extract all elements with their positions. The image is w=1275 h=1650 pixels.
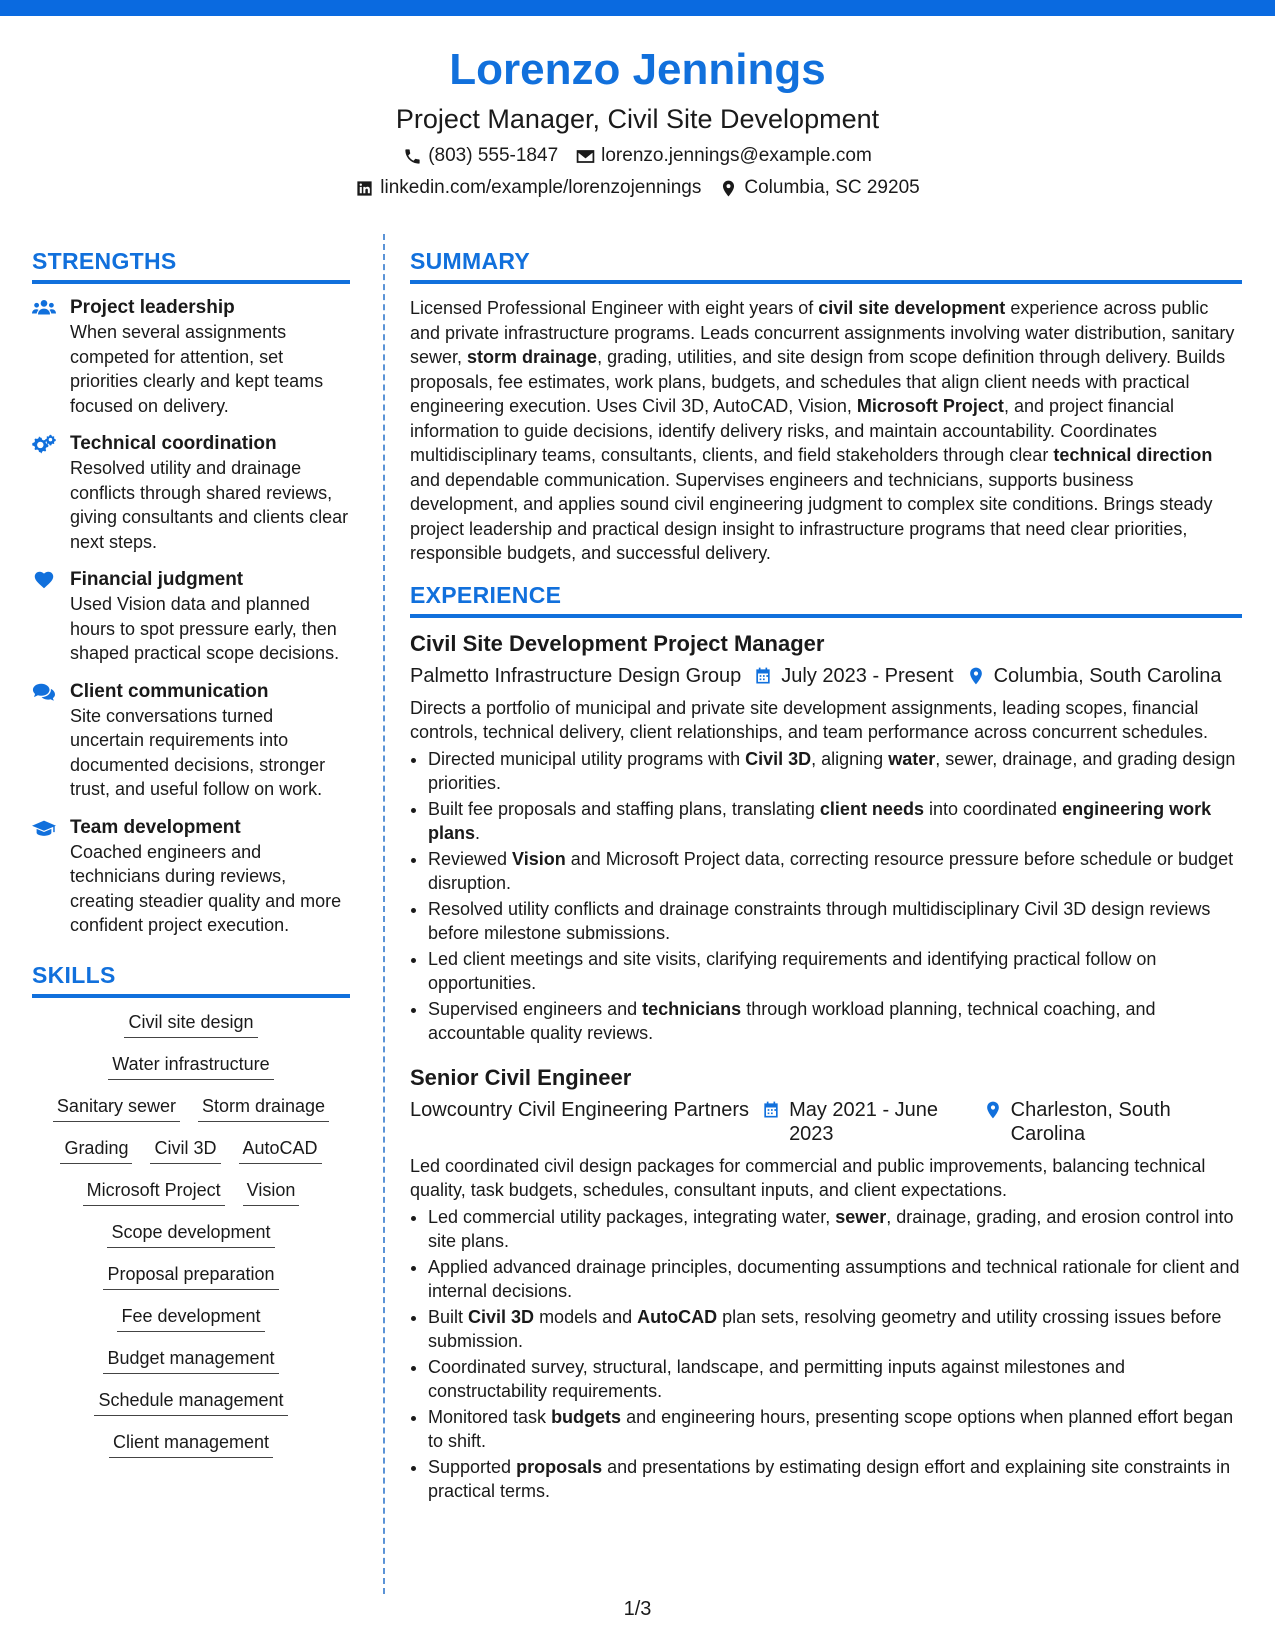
column-divider (383, 234, 385, 1594)
job-dates-text: July 2023 - Present (781, 664, 954, 687)
text-run: Built (428, 1306, 469, 1327)
job-dates (753, 664, 953, 688)
skill-tag: Client management (109, 1430, 273, 1458)
text-run: Directed municipal utility programs with (428, 748, 746, 769)
bold-text: Civil 3D (468, 1306, 535, 1327)
text-run: Supervised engineers and (428, 998, 643, 1019)
skill-row (117, 1304, 264, 1332)
experience-heading: EXPERIENCE (410, 580, 1242, 618)
candidate-role: Project Manager, Civil Site Development (395, 104, 880, 134)
job-bullet (428, 747, 1242, 796)
contact-location (719, 176, 919, 200)
skill-row (103, 1346, 278, 1374)
skill-tag: Grading (60, 1136, 132, 1164)
strength-title: Client communication (70, 680, 269, 702)
job-title: Senior Civil Engineer (410, 1064, 632, 1090)
users-icon (32, 296, 56, 418)
resume-header (0, 40, 1275, 200)
skill-tag: Scope development (107, 1220, 274, 1248)
strength-title: Financial judgment (70, 569, 244, 590)
job-bullet (428, 1305, 1242, 1354)
candidate-name: Lorenzo Jennings (449, 45, 826, 94)
text-run: , grading, utilities, and site design from scope definition through delivery. Builds proposals, fee estimates, work plans, budgets, and schedules that align client needs with practical engineering execution. Uses Civil 3D, AutoCAD, Vision, (410, 347, 1226, 416)
skill-tag: Vision (243, 1178, 300, 1206)
job-bullet (428, 897, 1242, 946)
job-entry (410, 1064, 1242, 1504)
job-location (966, 664, 1222, 688)
strength-item (32, 296, 350, 418)
strength-desc: Used Vision data and planned hours to spot pressure early, then shaped practical scope decisions. (70, 594, 340, 663)
strength-item (32, 816, 350, 938)
jobs-list (410, 630, 1242, 1504)
job-description: Led coordinated civil design packages for commercial and public improvements, balancing technical quality, task budgets, schedules, consultant inputs, and client expectations. (410, 1155, 1206, 1200)
text-run: , sewer, drainage, and grading design priorities. (428, 748, 1236, 793)
contact-phone (403, 144, 558, 168)
heart-icon (32, 568, 56, 666)
job-meta (410, 1098, 1242, 1146)
skill-tag: Schedule management (94, 1388, 287, 1416)
job-bullet (428, 1455, 1242, 1504)
map-pin-icon (719, 179, 738, 198)
calendar-icon (761, 1100, 781, 1120)
page-number: 1/3 (623, 1598, 652, 1620)
skill-row (124, 1010, 257, 1038)
text-run: and dependable communication. Supervises engineers and technicians, supports business development, and applies sound civil engineering judgment to complex site conditions. Brings steady project leadership and practical design insight to infrastructure programs that need clear priorities, responsible budgets, and successful delivery. (410, 469, 1213, 563)
left-column (32, 246, 350, 1472)
text-run: Monitored task (428, 1406, 552, 1427)
skill-row (94, 1388, 287, 1416)
job-bullet (428, 1255, 1242, 1304)
strength-title: Project leadership (70, 297, 235, 318)
text-run: . (475, 823, 481, 843)
phone-icon (403, 147, 422, 166)
strength-item (32, 432, 350, 554)
skill-row (107, 1220, 274, 1248)
linkedin-text: linkedin.com/example/lorenzojennings (380, 177, 702, 198)
text-run: plan sets, resolving geometry and utility crossing issues before submission. (428, 1306, 1222, 1351)
bold-text: Vision (512, 848, 566, 869)
strength-body (70, 296, 350, 418)
job-bullet (428, 997, 1242, 1046)
skill-tag: Budget management (103, 1346, 278, 1374)
strength-item (32, 680, 350, 802)
bold-text: sewer (835, 1206, 887, 1227)
envelope-icon (576, 147, 595, 166)
job-description: Directs a portfolio of municipal and private site development assignments, leading scopes, financial controls, technical delivery, client relationships, and team performance across concurrent schedules. (410, 697, 1209, 742)
skill-tag: Civil site design (124, 1010, 257, 1038)
bold-text: proposals (516, 1456, 603, 1477)
skill-tag: Civil 3D (150, 1136, 220, 1164)
strength-title: Technical coordination (70, 433, 277, 454)
chat-bubbles-icon (32, 680, 56, 802)
strength-body (70, 680, 350, 802)
contact-email[interactable] (576, 144, 872, 168)
text-run: Led commercial utility packages, integrating water, (428, 1206, 836, 1227)
job-bullets (410, 747, 1242, 1046)
job-location-text: Charleston, South Carolina (1010, 1098, 1171, 1145)
job-location-text: Columbia, South Carolina (993, 664, 1222, 687)
text-run: , drainage, grading, and erosion control into site plans. (428, 1206, 1234, 1251)
job-company: Palmetto Infrastructure Design Group (410, 664, 742, 687)
strength-item (32, 568, 350, 666)
right-column (410, 246, 1242, 1522)
skill-row (53, 1094, 329, 1122)
map-pin-icon (966, 666, 986, 686)
gears-icon (32, 432, 56, 554)
skill-tag: Sanitary sewer (53, 1094, 180, 1122)
strength-desc: Site conversations turned uncertain requirements into documented decisions, stronger trust, and useful follow on work. (70, 705, 326, 799)
linkedin-icon (355, 179, 374, 198)
text-run: Led client meetings and site visits, clarifying requirements and identifying practical follow on opportunities. (428, 948, 1157, 993)
text-run: Resolved utility conflicts and drainage constraints through multidisciplinary Civil 3D design reviews before milestone submissions. (428, 898, 1211, 943)
text-run: Supported (428, 1456, 517, 1477)
bold-text: AutoCAD (637, 1306, 718, 1327)
text-run: Applied advanced drainage principles, documenting assumptions and technical rationale for client and internal decisions. (428, 1256, 1240, 1301)
skill-row (60, 1136, 321, 1164)
job-company: Lowcountry Civil Engineering Partners (410, 1098, 750, 1121)
skill-row (103, 1262, 278, 1290)
bold-text: technicians (642, 998, 742, 1019)
text-run: , and project financial information to guide decisions, identify delivery risks, and maintain accountability. Coordinates multidisciplinary teams, consultants, clients, and field stakeholders through clear (410, 396, 1175, 465)
job-dates-text: May 2021 - June 2023 (789, 1098, 939, 1145)
skills-list (32, 1010, 350, 1472)
text-run: and Microsoft Project data, correcting resource pressure before schedule or budget disruption. (428, 848, 1234, 893)
bold-text: Microsoft Project (856, 396, 1004, 416)
job-meta (410, 664, 1242, 688)
text-run: Built fee proposals and staffing plans, translating (428, 798, 820, 819)
strength-title: Team development (70, 816, 241, 838)
skills-heading: SKILLS (32, 960, 350, 998)
text-run: Coordinated survey, structural, landscape, and permitting inputs against milestones and constructability requirements. (428, 1356, 1126, 1401)
text-run: and engineering hours, presenting scope options when planned effort began to shift. (428, 1406, 1234, 1451)
bold-text: Civil 3D (745, 748, 812, 769)
skill-tag: Storm drainage (198, 1094, 329, 1122)
strength-desc: When several assignments competed for attention, set priorities clearly and kept teams focused on delivery. (70, 322, 324, 416)
text-run: and presentations by estimating design effort and explaining site constraints in practical terms. (428, 1456, 1231, 1501)
contact-row-1 (0, 144, 1275, 168)
text-run: through workload planning, technical coaching, and accountable quality reviews. (428, 998, 1156, 1043)
job-bullet (428, 847, 1242, 896)
strength-body (70, 568, 350, 666)
email-text: lorenzo.jennings@example.com (601, 145, 872, 166)
contact-row-2 (0, 176, 1275, 200)
skill-row (83, 1178, 300, 1206)
text-run: experience across public and private infrastructure programs. Leads concurrent assignments involving water distribution, sanitary sewer, (410, 298, 1235, 367)
job-bullet (428, 797, 1242, 846)
job-bullets (410, 1205, 1242, 1504)
job-bullet (428, 1405, 1242, 1454)
skill-row (109, 1430, 273, 1458)
map-pin-icon (983, 1100, 1003, 1120)
bold-text: water (888, 748, 936, 769)
phone-text: (803) 555-1847 (428, 145, 559, 166)
graduation-cap-icon (32, 816, 56, 938)
strengths-list (32, 296, 350, 938)
job-bullet (428, 1355, 1242, 1404)
job-bullet (428, 1205, 1242, 1254)
text-run: Reviewed (428, 848, 513, 869)
job-location (983, 1098, 1230, 1146)
bold-text: storm drainage (467, 347, 598, 367)
strengths-heading: STRENGTHS (32, 246, 350, 284)
skill-tag: Microsoft Project (83, 1178, 225, 1206)
strength-body (70, 432, 350, 554)
calendar-icon (753, 666, 773, 686)
job-title: Civil Site Development Project Manager (410, 630, 825, 656)
skill-tag: AutoCAD (239, 1136, 322, 1164)
text-run: into coordinated (923, 798, 1063, 819)
bold-text: engineering work plans (428, 798, 1212, 843)
text-run: Licensed Professional Engineer with eight years of (410, 298, 819, 318)
summary-text (410, 296, 1242, 566)
contact-linkedin[interactable] (355, 176, 701, 200)
location-text: Columbia, SC 29205 (744, 177, 920, 198)
top-accent-bar (0, 0, 1275, 16)
text-run: models and (534, 1306, 638, 1327)
strength-desc: Resolved utility and drainage conflicts through shared reviews, giving consultants and clients clear next steps. (70, 458, 349, 552)
job-entry (410, 630, 1242, 1046)
bold-text: budgets (551, 1406, 622, 1427)
strength-desc: Coached engineers and technicians during reviews, creating steadier quality and more confident project execution. (70, 841, 342, 935)
skill-tag: Water infrastructure (108, 1052, 273, 1080)
strength-body (70, 816, 350, 938)
skill-tag: Fee development (117, 1304, 264, 1332)
text-run: , aligning (811, 748, 889, 769)
bold-text: technical direction (1053, 445, 1213, 465)
job-dates (761, 1098, 971, 1146)
skill-tag: Proposal preparation (103, 1262, 278, 1290)
bold-text: civil site development (818, 298, 1006, 318)
bold-text: client needs (819, 798, 924, 819)
summary-heading: SUMMARY (410, 246, 1242, 284)
job-bullet (428, 947, 1242, 996)
skill-row (108, 1052, 273, 1080)
